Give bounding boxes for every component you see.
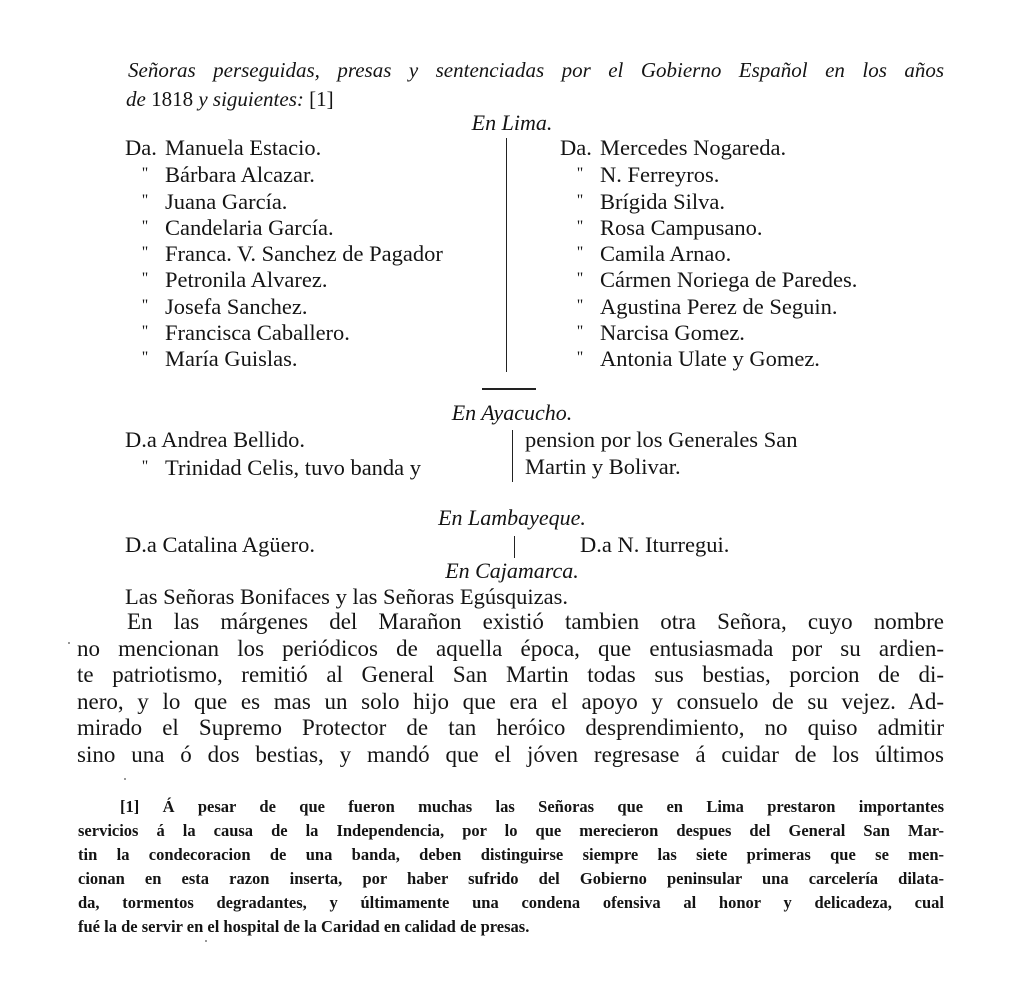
ditto-mark: " [141,458,149,475]
footnote-line: da, tormentos degradantes, y últimamente una condena ofensiva al honor y delicadeza, cual [78,893,944,912]
footnote [78,795,944,939]
footnote-line: tin la condecoracion de una banda, deben distinguirse siempre las siete primeras que se men- [78,845,944,864]
intro-de: de [126,87,146,111]
lambayeque-left: D.a Catalina Agüero. [125,532,315,557]
name: Rosa Campusano. [600,214,763,240]
list-item [560,240,857,266]
prefix-dona: Da. [125,135,157,160]
name: Franca. V. Sanchez de Pagador [165,241,443,267]
ditto-mark: " [141,217,149,235]
ditto-mark: " [576,165,584,183]
intro-year: 1818 [151,87,194,111]
ditto-mark: " [576,296,584,314]
heading-cajamarca: En Cajamarca. [445,558,579,583]
ditto-mark: " [141,296,149,314]
name: Petronila Alvarez. [165,267,328,293]
ayacucho-right-line-1: pension por los Generales San [525,427,798,452]
list-item [560,345,857,371]
list-item [125,240,443,266]
name: Narcisa Gomez. [600,320,745,346]
prefix-dona: Da. [560,135,592,160]
lima-left-column [125,135,443,372]
list-item [125,345,443,371]
name: Candelaria García. [165,214,334,240]
list-item [125,188,443,214]
ditto-mark: " [141,191,149,209]
heading-lambayeque: En Lambayeque. [438,505,586,530]
ditto-mark: " [576,244,584,262]
list-item [560,293,857,319]
list-item [560,214,857,240]
name: Cármen Noriega de Paredes. [600,267,858,293]
ditto-mark: " [141,323,149,341]
name: Juana García. [165,188,288,214]
lima-right-column [560,135,857,372]
name: Trinidad Celis, tuvo banda y [165,455,422,480]
intro-line-1: Señoras perseguidas, presas y sentenciadas por el Gobierno Español en los años [128,58,944,82]
section-rule [482,388,536,390]
name: María Guislas. [165,346,298,372]
footnote-line: fué la de servir en el hospital de la Caridad en calidad de presas. [78,917,530,936]
intro-siguientes: y siguientes: [198,87,304,111]
ditto-mark: " [576,217,584,235]
paragraph-line: sino una ó dos bestias, y mandó que el jóven regresase á cuidar de los últimos [77,741,944,767]
lambayeque-column-divider [514,536,515,558]
list-item [125,319,443,345]
list-item [560,266,857,292]
paragraph-line: no mencionan los periódicos de aquella época, que entusiasmada por su ardien- [77,635,944,661]
list-item [560,188,857,214]
ditto-mark: " [576,323,584,341]
ditto-mark: " [141,165,149,183]
paragraph-line: te patriotismo, remitió al General San Martin todas sus bestias, porcion de di- [77,662,944,688]
print-speck [205,940,207,942]
cajamarca-line: Las Señoras Bonifaces y las Señoras Egúsquizas. [125,584,569,609]
ayacucho-column-divider [512,430,513,482]
list-item [560,319,857,345]
footnote-line: servicios á la causa de la Independencia, por lo que merecieron despues del General San Mar- [78,821,944,840]
ayacucho-left-line-2 [125,454,421,481]
name: Antonia Ulate y Gomez. [600,346,820,372]
heading-ayacucho: En Ayacucho. [451,400,573,425]
name: Mercedes Nogareda. [600,135,787,160]
list-item [560,135,857,161]
list-item [125,293,443,319]
ditto-mark: " [141,244,149,262]
list-item [125,214,443,240]
name: Josefa Sanchez. [165,293,308,319]
lambayeque-right: D.a N. Iturregui. [580,532,730,557]
paragraph-line: nero, y lo que es mas un solo hijo que era el apoyo y consuelo de su vejez. Ad- [77,688,944,714]
body-paragraph [77,609,944,769]
name: Francisca Caballero. [165,320,350,346]
print-speck [124,778,126,780]
name: Bárbara Alcazar. [165,162,315,188]
list-item [125,135,443,161]
footnote-line: [1] Á pesar de que fueron muchas las Señoras que en Lima prestaron importantes [120,797,944,816]
print-speck [68,642,70,644]
ditto-mark: " [141,270,149,288]
intro-footnote-ref: [1] [309,87,334,111]
heading-lima: En Lima. [471,110,553,135]
name: Manuela Estacio. [165,135,322,160]
paragraph-line: mirado el Supremo Protector de tan heróico desprendimiento, no quiso admitir [77,715,944,741]
list-item [125,266,443,292]
name: N. Ferreyros. [600,162,720,188]
ayacucho-left-line-1: D.a Andrea Bellido. [125,427,305,452]
footnote-line: cionan en esta razon inserta, por haber sufrido del Gobierno peninsular una carcelería dilata- [78,869,944,888]
ditto-mark: " [576,349,584,367]
ditto-mark: " [141,349,149,367]
paragraph-line: En las márgenes del Marañon existió tambien otra Señora, cuyo nombre [127,609,944,634]
name: Agustina Perez de Seguin. [600,293,838,319]
ditto-mark: " [576,191,584,209]
name: Brígida Silva. [600,188,725,214]
list-item [560,161,857,187]
ditto-mark: " [576,270,584,288]
list-item [125,161,443,187]
lima-column-divider [506,138,507,372]
name: Camila Arnao. [600,241,732,267]
ayacucho-right-line-2: Martin y Bolivar. [525,454,681,479]
